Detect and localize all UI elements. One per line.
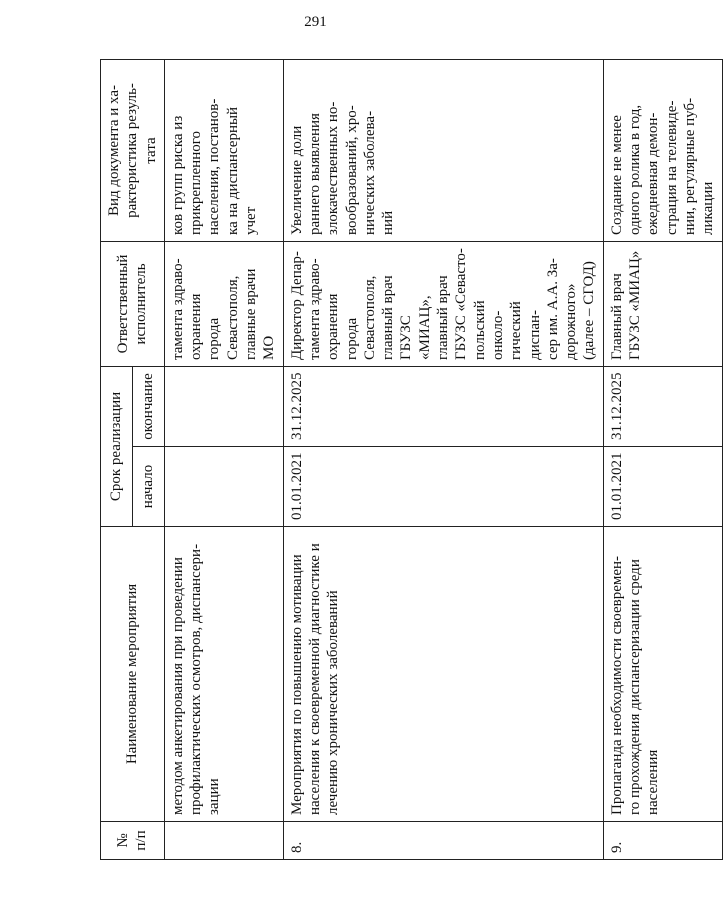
rotated-table-area [100, 60, 717, 860]
row-number: 9. [603, 822, 722, 860]
table-row [603, 59, 722, 859]
header-end: окончание [132, 366, 164, 446]
row-result: Увеличение доли раннего выявления злокачественных но- вообразований, хро- нических заболева- ний [283, 59, 603, 241]
row-responsible: Главный врач ГБУЗС «МИАЦ» [603, 241, 722, 366]
rotated-table-container [100, 60, 717, 860]
row-name: Пропаганда необходимости своевремен- го прохождения диспансеризации среди населения [603, 527, 722, 822]
header-number: № п/п [101, 822, 165, 860]
row-number: 8. [283, 822, 603, 860]
row-name: Мероприятия по повышению мотивации населения к своевременной диагностике и лечению хронических заболеваний [283, 527, 603, 822]
measures-table [100, 59, 723, 860]
row-responsible: тамента здраво- охранения города Севастополя, главные врачи МО [164, 241, 283, 366]
row-name: методом анкетирования при проведении профилактических осмотров, диспансери- зации [164, 527, 283, 822]
row-result: Создание не менее одного ролика в год, ежедневная демон- страция на телевиде- нии, регулярные пуб- ликации [603, 59, 722, 241]
row-end: 31.12.2025 [603, 366, 722, 446]
table-row [283, 59, 603, 859]
header-result: Вид документа и ха- рактеристика резуль- тата [101, 59, 165, 241]
row-end: 31.12.2025 [283, 366, 603, 446]
row-start [164, 447, 283, 527]
table-header-row [101, 59, 133, 859]
header-start: начало [132, 447, 164, 527]
page-number: 291 [304, 14, 327, 30]
header-period: Срок реализации [101, 366, 133, 526]
header-name: Наименование мероприятия [101, 527, 165, 822]
row-number [164, 822, 283, 860]
table-row [164, 59, 283, 859]
row-result: ков групп риска из прикрепленного населения, постанов- ка на диспансерный учет [164, 59, 283, 241]
row-start: 01.01.2021 [283, 447, 603, 527]
row-end [164, 366, 283, 446]
row-start: 01.01.2021 [603, 447, 722, 527]
header-responsible: Ответственный исполнитель [101, 241, 165, 366]
row-responsible: Директор Депар- тамента здраво- охранения города Севастополя, главный врач ГБУЗС «МИАЦ», главный врач ГБУЗС «Севасто- польский онколо- гический диспан- сер им. А.А. За- дорожного» (далее – СГОД) [283, 241, 603, 366]
